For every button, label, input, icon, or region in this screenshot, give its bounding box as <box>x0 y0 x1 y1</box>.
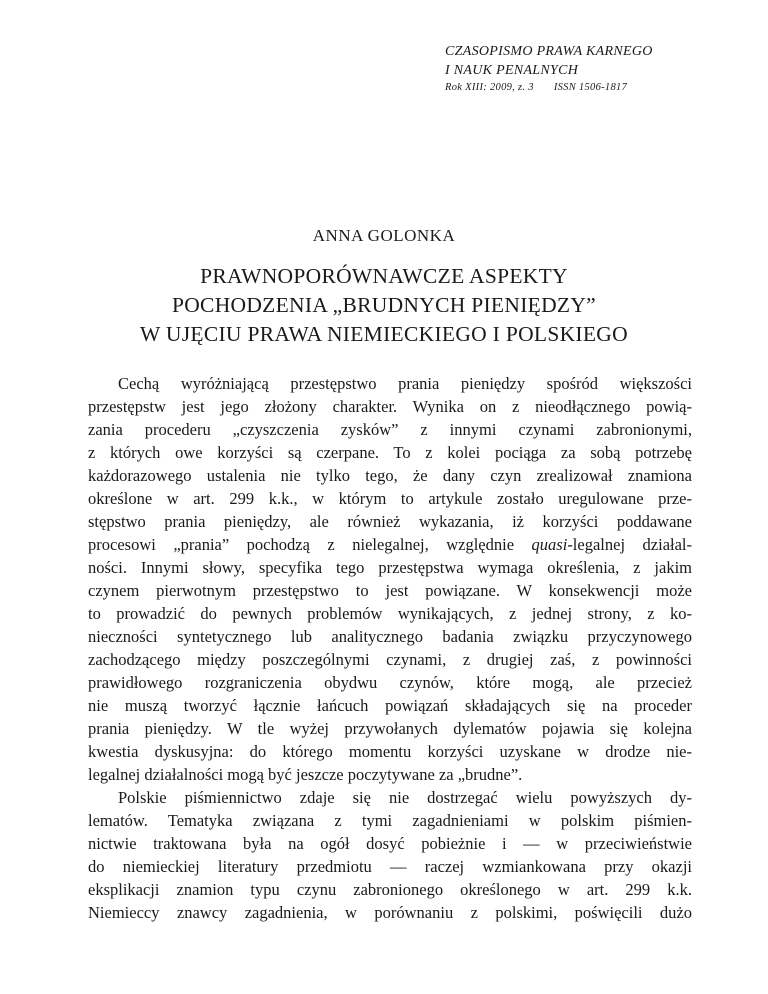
paragraph-1 <box>88 372 692 786</box>
text-line: nieczności syntetycznego lub analitycznego badania związku przyczynowego <box>88 627 692 646</box>
text-line: Cechą wyróżniającą przestępstwo prania pieniędzy spośród większości <box>118 374 692 393</box>
text-line: nictwie traktowana była na ogół dosyć pobieżnie i — w przeciwieństwie <box>88 834 692 853</box>
text-line: stępstwo prania pieniędzy, ale również wykazania, iż korzyści poddawane <box>88 512 692 531</box>
author-name: ANNA GOLONKA <box>312 226 456 245</box>
paragraph-2 <box>88 786 692 924</box>
text-line: prania pieniędzy. W tle wyżej przywołanych dylematów pojawia się kolejna <box>88 719 692 738</box>
text-line: zania procederu „czyszczenia zysków” z innymi czynami zabronionymi, <box>88 420 692 439</box>
journal-header <box>445 42 745 95</box>
text-line: każdorazowego ustalenia nie tylko tego, że dany czyn zrealizował znamiona <box>88 466 692 485</box>
text-line: do niemieckiej literatury przedmiotu — raczej wzmiankowana przy okazji <box>88 857 692 876</box>
text-line: to prowadzić do pewnych problemów wynikających, z jednej strony, z ko- <box>88 604 692 623</box>
text-line: procesowi „prania” pochodzą z nielegalnej, względnie quasi-legalnej działal- <box>88 535 692 554</box>
year-issue: Rok XIII: 2009, z. 3 <box>445 82 534 93</box>
text-line: eksplikacji znamion typu czynu zabronionego określonego w art. 299 k.k. <box>88 880 692 899</box>
text-line: Polskie piśmiennictwo zdaje się nie dostrzegać wielu powyższych dy- <box>118 788 692 807</box>
text-line: z których owe korzyści są czerpane. To z kolei pociąga za sobą potrzebę <box>88 443 692 462</box>
text-line: ności. Innymi słowy, specyfika tego przestępstwa wymaga określenia, z jakim <box>88 558 692 577</box>
journal-name-line1: CZASOPISMO PRAWA KARNEGO <box>445 44 653 59</box>
text-line: prawidłowego rozgraniczenia obydwu czynów, które mogą, ale przecież <box>88 673 692 692</box>
text-line: czynem pierwotnym przestępstwo to jest powiązane. W konsekwencji może <box>88 581 692 600</box>
article-title <box>60 262 708 349</box>
text-line: określone w art. 299 k.k., w którym to artykule zostało uregulowane prze- <box>88 489 692 508</box>
issn: ISSN 1506-1817 <box>553 82 628 93</box>
journal-name-line2: I NAUK PENALNYCH <box>445 63 579 78</box>
text-line: lematów. Tematyka związana z tymi zagadnieniami w polskim piśmien- <box>88 811 692 830</box>
title-line: W UJĘCIU PRAWA NIEMIECKIEGO I POLSKIEGO <box>140 322 628 346</box>
article-body <box>88 372 692 924</box>
text-line: Niemieccy znawcy zagadnienia, w porównaniu z polskimi, poświęcili dużo <box>88 903 692 922</box>
text-line: legalnej działalności mogą być jeszcze poczytywane za „brudne”. <box>88 765 523 784</box>
title-line: POCHODZENIA „BRUDNYCH PIENIĘDZY” <box>171 293 597 317</box>
journal-meta <box>445 81 745 95</box>
text-line: nie muszą tworzyć łącznie łańcuch powiązań składających się na proceder <box>88 696 692 715</box>
title-line: PRAWNOPORÓWNAWCZE ASPEKTY <box>200 264 568 288</box>
text-line: zachodzącego między poszczególnymi czynami, z drugiej zaś, z powinności <box>88 650 692 669</box>
text-line: kwestia dyskusyjna: do którego momentu korzyści uzyskane w drodze nie- <box>88 742 692 761</box>
text-line: przestępstw jest jego złożony charakter. Wynika on z nieodłącznego powią- <box>88 397 692 416</box>
